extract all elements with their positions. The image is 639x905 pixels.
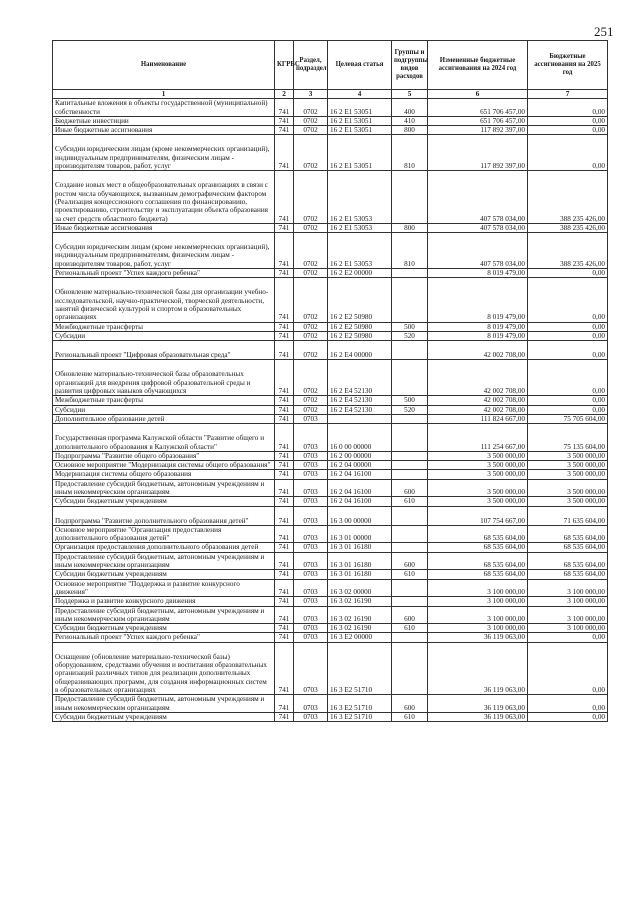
row-expense-type: 800 [392,126,428,135]
row-expense-type: 610 [392,624,428,633]
header-name: Наименование [53,41,275,90]
row-name: Создание новых мест в общеобразовательных организациях в связи с ростом числа обучающихся, вызванным демографическим фактором (Реализация концессионного соглашения по финансированию, проектированию, строительству и эксплуатации объекта образования за счет средств областного бюджета) [53,171,275,223]
row-name: Субсидии юридическим лицам (кроме некоммерческих организаций), индивидуальным предпринимателям, физическим лицам - производителям товаров, работ, услуг [53,233,275,269]
row-target-article: 16 2 00 00000 [328,451,392,460]
row-amount-2025: 3 500 000,00 [528,451,608,460]
row-section: 0702 [294,278,328,322]
header-amount-2025: Бюджетные ассигнования на 2025 год [528,41,608,90]
row-amount-2025: 68 535 604,00 [528,525,608,543]
row-target-article: 16 3 01 00000 [328,525,392,543]
row-amount-2025: 3 500 000,00 [528,479,608,497]
row-expense-type [392,278,428,322]
row-amount-2024: 68 535 604,00 [428,570,528,579]
row-target-article: 16 2 E4 52130 [328,396,392,405]
row-amount-2024: 3 500 000,00 [428,497,528,506]
row-amount-2025: 3 500 000,00 [528,497,608,506]
header-section: Раздел, подраздел [294,41,328,90]
table-row [53,624,608,633]
row-target-article: 16 2 E1 53051 [328,116,392,125]
row-amount-2025: 3 100 000,00 [528,579,608,597]
row-kgrbs: 741 [275,642,294,694]
row-name: Оснащение (обновление материально-технической базы) оборудованием, средствами обучения и воспитания образовательных организаций различных типов для реализации дополнительных общеразвивающих программ, для создания информационных систем в образовательных организациях [53,642,275,694]
row-amount-2025: 0,00 [528,116,608,125]
table-row [53,597,608,606]
row-expense-type: 520 [392,405,428,414]
row-kgrbs: 741 [275,278,294,322]
row-name: Межбюджетные трансферты [53,322,275,331]
row-name: Предоставление субсидий бюджетным, автономным учреждениям и иным некоммерческим организациям [53,479,275,497]
row-amount-2024: 68 535 604,00 [428,552,528,570]
row-expense-type [392,360,428,396]
row-section: 0702 [294,135,328,171]
table-row [53,606,608,624]
row-amount-2025: 0,00 [528,695,608,713]
row-amount-2024: 3 100 000,00 [428,624,528,633]
row-amount-2025: 0,00 [528,99,608,117]
row-target-article: 16 2 E2 50980 [328,322,392,331]
column-number: 2 [275,90,294,99]
row-kgrbs: 741 [275,633,294,642]
row-amount-2024: 42 002 708,00 [428,360,528,396]
row-target-article: 16 3 01 16180 [328,570,392,579]
row-kgrbs: 741 [275,451,294,460]
row-kgrbs: 741 [275,360,294,396]
row-amount-2025: 0,00 [528,331,608,340]
row-target-article: 16 3 02 16190 [328,597,392,606]
row-kgrbs: 741 [275,479,294,497]
table-row [53,341,608,360]
row-kgrbs: 741 [275,396,294,405]
row-amount-2024: 117 892 397,00 [428,135,528,171]
row-expense-type [392,451,428,460]
row-target-article: 16 3 E2 00000 [328,633,392,642]
row-amount-2024: 3 100 000,00 [428,579,528,597]
row-amount-2025: 0,00 [528,322,608,331]
row-amount-2024: 36 119 063,00 [428,712,528,721]
row-section: 0703 [294,695,328,713]
row-target-article [328,414,392,423]
header-expense-type: Группы и подгруппы видов расходов [392,41,428,90]
row-section: 0703 [294,642,328,694]
row-target-article: 16 3 E2 51710 [328,712,392,721]
row-kgrbs: 741 [275,331,294,340]
row-target-article: 16 3 02 00000 [328,579,392,597]
row-amount-2024: 3 500 000,00 [428,461,528,470]
row-section: 0703 [294,570,328,579]
row-target-article: 16 2 04 16100 [328,479,392,497]
row-expense-type [392,171,428,223]
row-name: Основное мероприятие "Модернизация системы общего образования" [53,461,275,470]
row-target-article: 16 2 E1 53051 [328,135,392,171]
row-kgrbs: 741 [275,126,294,135]
column-number-row [53,90,608,99]
row-expense-type [392,579,428,597]
table-row [53,99,608,117]
row-expense-type [392,642,428,694]
row-amount-2025: 3 100 000,00 [528,624,608,633]
row-amount-2025: 0,00 [528,135,608,171]
row-expense-type [392,470,428,479]
row-expense-type [392,506,428,525]
table-row [53,543,608,552]
row-expense-type [392,597,428,606]
row-name: Предоставление субсидий бюджетным, автономным учреждениям и иным некоммерческим организациям [53,552,275,570]
row-section: 0703 [294,424,328,452]
row-amount-2024: 111 824 667,00 [428,414,528,423]
table-row [53,506,608,525]
row-name: Подпрограмма "Развитие общего образования" [53,451,275,460]
row-name: Предоставление субсидий бюджетным, автономным учреждениям и иным некоммерческим организациям [53,606,275,624]
row-kgrbs: 741 [275,269,294,278]
row-name: Субсидии [53,331,275,340]
table-row [53,414,608,423]
row-section: 0702 [294,116,328,125]
row-kgrbs: 741 [275,135,294,171]
row-name: Субсидии бюджетным учреждениям [53,497,275,506]
row-amount-2024: 36 119 063,00 [428,642,528,694]
row-expense-type: 500 [392,322,428,331]
row-section: 0703 [294,525,328,543]
row-section: 0702 [294,223,328,232]
budget-table [52,40,608,722]
table-row [53,712,608,721]
row-amount-2025: 0,00 [528,278,608,322]
row-kgrbs: 741 [275,525,294,543]
row-name: Подпрограмма "Развитие дополнительного образования детей" [53,506,275,525]
row-amount-2025: 3 500 000,00 [528,470,608,479]
row-section: 0703 [294,633,328,642]
row-name: Субсидии [53,405,275,414]
row-section: 0702 [294,233,328,269]
row-kgrbs: 741 [275,424,294,452]
row-amount-2024: 8 019 479,00 [428,331,528,340]
table-row [53,695,608,713]
row-amount-2025: 68 535 604,00 [528,552,608,570]
row-amount-2025: 0,00 [528,405,608,414]
row-section: 0703 [294,497,328,506]
row-amount-2024: 407 578 034,00 [428,233,528,269]
header-kgrbs: КГРБС [275,41,294,90]
row-expense-type [392,461,428,470]
row-section: 0703 [294,579,328,597]
row-amount-2024: 107 754 667,00 [428,506,528,525]
row-kgrbs: 741 [275,497,294,506]
row-expense-type: 600 [392,606,428,624]
row-expense-type: 410 [392,116,428,125]
table-row [53,116,608,125]
row-name: Субсидии бюджетным учреждениям [53,712,275,721]
row-name: Предоставление субсидий бюджетным, автономным учреждениям и иным некоммерческим организациям [53,695,275,713]
row-amount-2025: 3 100 000,00 [528,606,608,624]
row-section: 0703 [294,506,328,525]
column-number: 3 [294,90,328,99]
table-row [53,525,608,543]
row-name: Региональный проект "Успех каждого ребенка" [53,633,275,642]
row-expense-type: 600 [392,695,428,713]
page-number: 251 [594,24,614,39]
row-target-article: 16 2 04 00000 [328,461,392,470]
row-kgrbs: 741 [275,552,294,570]
table-row [53,135,608,171]
row-expense-type [392,633,428,642]
row-amount-2024: 8 019 479,00 [428,322,528,331]
row-expense-type: 810 [392,233,428,269]
row-target-article: 16 3 01 16180 [328,552,392,570]
row-amount-2025: 0,00 [528,360,608,396]
row-section: 0703 [294,552,328,570]
row-section: 0703 [294,414,328,423]
row-expense-type: 600 [392,552,428,570]
row-kgrbs: 741 [275,322,294,331]
row-kgrbs: 741 [275,570,294,579]
row-section: 0703 [294,606,328,624]
row-expense-type [392,424,428,452]
column-number: 6 [428,90,528,99]
row-expense-type [392,341,428,360]
table-body [53,99,608,722]
column-number: 5 [392,90,428,99]
row-kgrbs: 741 [275,405,294,414]
row-name: Бюджетные инвестиции [53,116,275,125]
table-row [53,451,608,460]
row-expense-type: 610 [392,712,428,721]
table-row [53,461,608,470]
row-kgrbs: 741 [275,695,294,713]
row-amount-2025: 388 235 426,00 [528,223,608,232]
row-amount-2024: 3 500 000,00 [428,470,528,479]
row-amount-2025: 68 535 604,00 [528,543,608,552]
row-name: Региональный проект "Успех каждого ребенка" [53,269,275,278]
table-row [53,360,608,396]
row-target-article: 16 2 E4 52130 [328,360,392,396]
row-section: 0702 [294,99,328,117]
row-amount-2024: 8 019 479,00 [428,269,528,278]
row-amount-2025: 0,00 [528,126,608,135]
row-amount-2024: 407 578 034,00 [428,171,528,223]
row-kgrbs: 741 [275,233,294,269]
row-section: 0702 [294,171,328,223]
row-expense-type [392,525,428,543]
table-row [53,278,608,322]
row-amount-2024: 68 535 604,00 [428,543,528,552]
row-amount-2025: 3 100 000,00 [528,597,608,606]
row-name: Иные бюджетные ассигнования [53,126,275,135]
row-name: Обновление материально-технической базы для организации учебно-исследовательской, научно-практической, творческой деятельности, занятий физической культурой и спортом в образовательных организациях [53,278,275,322]
row-target-article: 16 2 E1 53051 [328,126,392,135]
row-name: Организация предоставления дополнительного образования детей [53,543,275,552]
table-row [53,552,608,570]
table-row [53,405,608,414]
row-name: Субсидии бюджетным учреждениям [53,570,275,579]
column-number: 4 [328,90,392,99]
row-name: Основное мероприятие "Поддержка и развитие конкурсного движения" [53,579,275,597]
row-amount-2024: 42 002 708,00 [428,396,528,405]
row-amount-2024: 3 100 000,00 [428,597,528,606]
row-amount-2025: 0,00 [528,642,608,694]
row-section: 0703 [294,624,328,633]
row-section: 0702 [294,360,328,396]
row-name: Субсидии бюджетным учреждениям [53,624,275,633]
row-kgrbs: 741 [275,171,294,223]
table-row [53,642,608,694]
row-name: Региональный проект "Цифровая образовательная среда" [53,341,275,360]
row-expense-type [392,414,428,423]
row-amount-2024: 3 500 000,00 [428,451,528,460]
table-header-row [53,41,608,90]
row-amount-2025: 388 235 426,00 [528,171,608,223]
row-amount-2024: 407 578 034,00 [428,223,528,232]
row-amount-2024: 68 535 604,00 [428,525,528,543]
row-target-article: 16 3 E2 51710 [328,642,392,694]
row-amount-2024: 36 119 063,00 [428,633,528,642]
row-amount-2025: 0,00 [528,269,608,278]
row-section: 0703 [294,712,328,721]
table-row [53,570,608,579]
row-target-article: 16 2 E1 53053 [328,233,392,269]
row-section: 0703 [294,461,328,470]
row-section: 0703 [294,479,328,497]
row-section: 0703 [294,543,328,552]
table-row [53,171,608,223]
table-row [53,479,608,497]
row-expense-type: 500 [392,396,428,405]
row-amount-2024: 111 254 667,00 [428,424,528,452]
table-row [53,497,608,506]
row-target-article: 16 0 00 00000 [328,424,392,452]
row-target-article: 16 2 E2 50980 [328,278,392,322]
row-amount-2025: 0,00 [528,341,608,360]
row-expense-type: 810 [392,135,428,171]
row-expense-type: 600 [392,479,428,497]
row-expense-type: 610 [392,570,428,579]
row-target-article: 16 3 00 00000 [328,506,392,525]
row-target-article: 16 2 E2 00000 [328,269,392,278]
column-number: 1 [53,90,275,99]
row-target-article: 16 2 E4 00000 [328,341,392,360]
row-kgrbs: 741 [275,606,294,624]
row-name: Основное мероприятие "Организация предоставления дополнительного образования детей" [53,525,275,543]
row-kgrbs: 741 [275,414,294,423]
row-kgrbs: 741 [275,543,294,552]
row-target-article: 16 3 01 16180 [328,543,392,552]
row-section: 0703 [294,597,328,606]
row-kgrbs: 741 [275,712,294,721]
table-row [53,470,608,479]
row-section: 0702 [294,126,328,135]
row-amount-2024: 36 119 063,00 [428,695,528,713]
row-section: 0703 [294,451,328,460]
table-row [53,223,608,232]
row-target-article: 16 2 E1 53053 [328,223,392,232]
table-row [53,331,608,340]
column-number: 7 [528,90,608,99]
row-kgrbs: 741 [275,579,294,597]
row-amount-2025: 0,00 [528,712,608,721]
row-kgrbs: 741 [275,470,294,479]
row-kgrbs: 741 [275,506,294,525]
row-name: Модернизация системы общего образования [53,470,275,479]
row-name: Иные бюджетные ассигнования [53,223,275,232]
row-amount-2024: 42 002 708,00 [428,405,528,414]
row-target-article: 16 2 E1 53051 [328,99,392,117]
row-target-article: 16 3 02 16190 [328,606,392,624]
row-amount-2025: 0,00 [528,633,608,642]
table-row [53,396,608,405]
table-row [53,322,608,331]
table-row [53,126,608,135]
row-kgrbs: 741 [275,597,294,606]
row-section: 0702 [294,341,328,360]
row-amount-2024: 8 019 479,00 [428,278,528,322]
row-amount-2024: 651 706 457,00 [428,116,528,125]
header-amount-2024: Измененные бюджетные ассигнования на 2024 год [428,41,528,90]
row-target-article: 16 2 04 16100 [328,497,392,506]
row-expense-type [392,543,428,552]
row-target-article: 16 3 02 16190 [328,624,392,633]
row-expense-type [392,269,428,278]
row-kgrbs: 741 [275,624,294,633]
table-row [53,424,608,452]
row-section: 0702 [294,269,328,278]
row-expense-type: 800 [392,223,428,232]
row-amount-2024: 42 002 708,00 [428,341,528,360]
row-expense-type: 520 [392,331,428,340]
row-section: 0702 [294,396,328,405]
row-kgrbs: 741 [275,461,294,470]
row-target-article: 16 2 E2 50980 [328,331,392,340]
table-row [53,233,608,269]
row-amount-2024: 651 706 457,00 [428,99,528,117]
row-expense-type: 610 [392,497,428,506]
table-row [53,579,608,597]
row-name: Дополнительное образование детей [53,414,275,423]
row-kgrbs: 741 [275,99,294,117]
row-amount-2025: 0,00 [528,396,608,405]
row-name: Поддержка и развитие конкурсного движения [53,597,275,606]
row-target-article: 16 2 04 16100 [328,470,392,479]
row-amount-2025: 71 635 604,00 [528,506,608,525]
row-kgrbs: 741 [275,341,294,360]
row-section: 0702 [294,405,328,414]
row-section: 0702 [294,331,328,340]
row-amount-2024: 117 892 397,00 [428,126,528,135]
row-name: Государственная программа Калужской области "Развитие общего и дополнительного образования в Калужской области" [53,424,275,452]
row-kgrbs: 741 [275,116,294,125]
row-target-article: 16 2 E1 53053 [328,171,392,223]
row-target-article: 16 2 E4 52130 [328,405,392,414]
row-amount-2024: 3 500 000,00 [428,479,528,497]
row-amount-2024: 3 100 000,00 [428,606,528,624]
row-amount-2025: 75 135 604,00 [528,424,608,452]
row-amount-2025: 75 705 604,00 [528,414,608,423]
row-name: Капитальные вложения в объекты государственной (муниципальной) собственности [53,99,275,117]
row-amount-2025: 388 235 426,00 [528,233,608,269]
header-target-article: Целевая статья [328,41,392,90]
row-name: Межбюджетные трансферты [53,396,275,405]
table-row [53,269,608,278]
row-amount-2025: 68 535 604,00 [528,570,608,579]
row-section: 0703 [294,470,328,479]
row-kgrbs: 741 [275,223,294,232]
row-amount-2025: 3 500 000,00 [528,461,608,470]
row-section: 0702 [294,322,328,331]
row-expense-type: 400 [392,99,428,117]
row-name: Обновление материально-технической базы образовательных организаций для внедрения цифровой образовательной среды и развития цифровых навыков обучающихся [53,360,275,396]
table-row [53,633,608,642]
row-name: Субсидии юридическим лицам (кроме некоммерческих организаций), индивидуальным предпринимателям, физическим лицам - производителям товаров, работ, услуг [53,135,275,171]
row-target-article: 16 3 E2 51710 [328,695,392,713]
